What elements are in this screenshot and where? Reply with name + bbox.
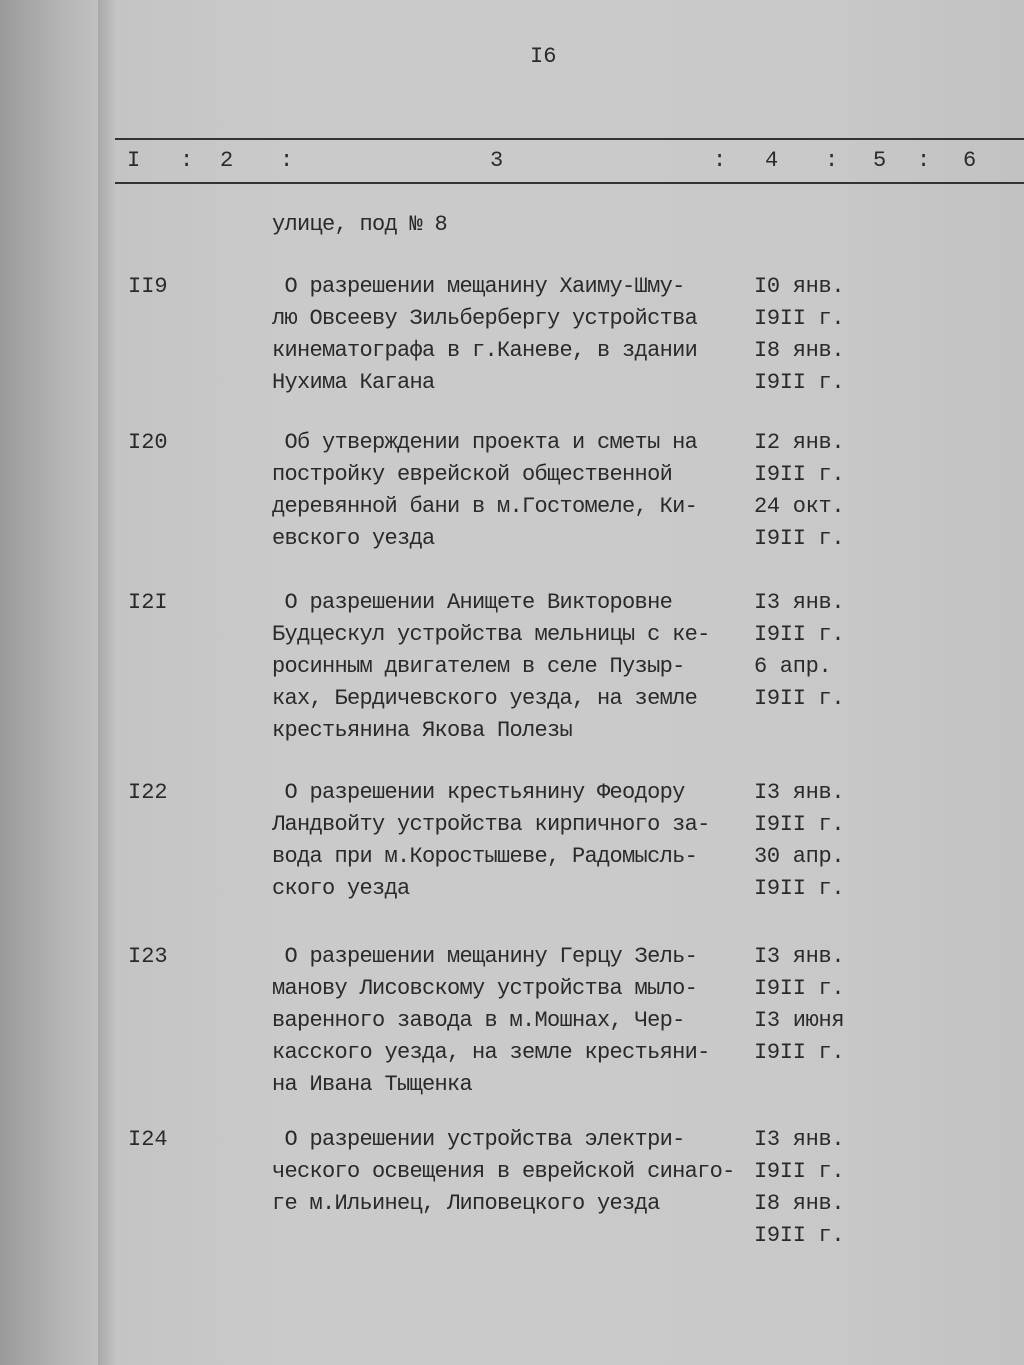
entry-date: I9II г. — [754, 462, 845, 487]
entry-text-line: Об утверждении проекта и сметы на — [272, 430, 698, 455]
page-number: I6 — [530, 44, 557, 69]
entry-date: I9II г. — [754, 812, 845, 837]
entry-date: I9II г. — [754, 370, 845, 395]
entry-date: I9II г. — [754, 976, 845, 1001]
entry-text-line: евского уезда — [272, 526, 435, 551]
entry-text-line: касского уезда, на земле крестьяни- — [272, 1040, 710, 1065]
column-header-3: 3 — [490, 148, 504, 173]
entry-number: II9 — [128, 274, 168, 299]
column-separator: : — [917, 148, 931, 173]
column-header-4: 4 — [765, 148, 779, 173]
entry-number: I22 — [128, 780, 168, 805]
entry-date: I9II г. — [754, 1040, 845, 1065]
entry-date: I8 янв. — [754, 338, 845, 363]
page-fold-shadow — [98, 0, 118, 1365]
entry-text-line: Нухима Кагана — [272, 370, 435, 395]
column-header-2: 2 — [220, 148, 234, 173]
entry-text-line: кинематографа в г.Каневе, в здании — [272, 338, 698, 363]
entry-text-line: ческого освещения в еврейской синаго- — [272, 1159, 735, 1184]
entry-text-line: Ландвойту устройства кирпичного за- — [272, 812, 710, 837]
entry-text-line: О разрешении крестьянину Феодору — [272, 780, 685, 805]
entry-text-line: О разрешении Анищете Викторовне — [272, 590, 673, 615]
entry-date: I3 янв. — [754, 780, 845, 805]
entry-text-line: О разрешении мещанину Хаиму-Шму- — [272, 274, 685, 299]
entry-date: 6 апр. — [754, 654, 832, 679]
entry-date: I3 янв. — [754, 1127, 845, 1152]
entry-date: I9II г. — [754, 526, 845, 551]
column-separator: : — [825, 148, 839, 173]
entry-text-line: росинным двигателем в селе Пузыр- — [272, 654, 685, 679]
entry-text-line: лю Овсееву Зильбербергу устройства — [272, 306, 698, 331]
entry-text-line: ского уезда — [272, 876, 410, 901]
entry-text-line: улице, под № 8 — [272, 212, 448, 237]
entry-date: I3 янв. — [754, 944, 845, 969]
column-separator: : — [180, 148, 194, 173]
entry-date: 24 окт. — [754, 494, 845, 519]
entry-date: I3 янв. — [754, 590, 845, 615]
entry-number: I24 — [128, 1127, 168, 1152]
entry-text-line: манову Лисовскому устройства мыло- — [272, 976, 698, 1001]
column-header-6: 6 — [963, 148, 977, 173]
entry-text-line: ге м.Ильинец, Липовецкого уезда — [272, 1191, 660, 1216]
entry-date: 30 апр. — [754, 844, 845, 869]
entry-date: I9II г. — [754, 876, 845, 901]
header-bottom-rule — [115, 182, 1024, 184]
entry-text-line: варенного завода в м.Мошнах, Чер- — [272, 1008, 685, 1033]
entry-number: I23 — [128, 944, 168, 969]
entry-date: I9II г. — [754, 1159, 845, 1184]
entry-text-line: Будцескул устройства мельницы с ке- — [272, 622, 710, 647]
column-header-1: I — [127, 148, 141, 173]
header-top-rule — [115, 138, 1024, 140]
entry-text-line: О разрешении устройства электри- — [272, 1127, 685, 1152]
entry-date: I0 янв. — [754, 274, 845, 299]
entry-date: I3 июня — [754, 1008, 845, 1033]
entry-date: I9II г. — [754, 622, 845, 647]
entry-text-line: деревянной бани в м.Гостомеле, Ки- — [272, 494, 698, 519]
entry-text-line: на Ивана Тыщенка — [272, 1072, 473, 1097]
entry-date: I9II г. — [754, 686, 845, 711]
entry-date: I9II г. — [754, 306, 845, 331]
entry-text-line: ках, Бердичевского уезда, на земле — [272, 686, 698, 711]
entry-text-line: крестьянина Якова Полезы — [272, 718, 573, 743]
entry-number: I20 — [128, 430, 168, 455]
entry-date: I8 янв. — [754, 1191, 845, 1216]
entry-date: I2 янв. — [754, 430, 845, 455]
entry-text-line: вода при м.Коростышеве, Радомысль- — [272, 844, 698, 869]
entry-text-line: постройку еврейской общественной — [272, 462, 673, 487]
entry-number: I2I — [128, 590, 168, 615]
column-separator: : — [280, 148, 294, 173]
entry-text-line: О разрешении мещанину Герцу Зель- — [272, 944, 698, 969]
entry-date: I9II г. — [754, 1223, 845, 1248]
column-separator: : — [713, 148, 727, 173]
column-header-5: 5 — [873, 148, 887, 173]
